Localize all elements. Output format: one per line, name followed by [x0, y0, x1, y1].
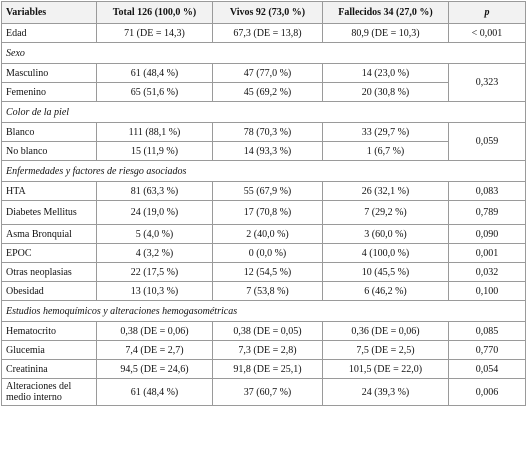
p-value-cell: 0,085 — [449, 322, 526, 341]
p-value-cell: 0,006 — [449, 379, 526, 406]
total-cell: 4 (3,2 %) — [97, 244, 213, 263]
header-p-value: p — [449, 2, 526, 24]
table-row — [2, 244, 526, 263]
variable-cell: Creatinina — [2, 360, 97, 379]
variable-cell: Alteraciones del medio interno — [2, 379, 97, 406]
p-value-cell: 0,001 — [449, 244, 526, 263]
fallecidos-cell: 80,9 (DE = 10,3) — [323, 24, 449, 43]
total-cell: 81 (63,3 %) — [97, 182, 213, 201]
vivos-cell: 67,3 (DE = 13,8) — [213, 24, 323, 43]
fallecidos-cell: 26 (32,1 %) — [323, 182, 449, 201]
vivos-cell: 47 (77,0 %) — [213, 64, 323, 83]
vivos-cell: 12 (54,5 %) — [213, 263, 323, 282]
variable-cell: No blanco — [2, 142, 97, 161]
section-row — [2, 161, 526, 182]
table-row — [2, 64, 526, 83]
table-row — [2, 123, 526, 142]
vivos-cell: 17 (70,8 %) — [213, 201, 323, 225]
fallecidos-cell: 4 (100,0 %) — [323, 244, 449, 263]
fallecidos-cell: 1 (6,7 %) — [323, 142, 449, 161]
total-cell: 5 (4,0 %) — [97, 225, 213, 244]
variable-cell: Blanco — [2, 123, 97, 142]
fallecidos-cell: 24 (39,3 %) — [323, 379, 449, 406]
variable-cell: Hematocrito — [2, 322, 97, 341]
header-vivos: Vivos 92 (73,0 %) — [213, 2, 323, 24]
variable-cell: Glucemia — [2, 341, 97, 360]
vivos-cell: 78 (70,3 %) — [213, 123, 323, 142]
p-value-cell: 0,770 — [449, 341, 526, 360]
fallecidos-cell: 3 (60,0 %) — [323, 225, 449, 244]
total-cell: 13 (10,3 %) — [97, 282, 213, 301]
vivos-cell: 0 (0,0 %) — [213, 244, 323, 263]
total-cell: 65 (51,6 %) — [97, 83, 213, 102]
table-row — [2, 322, 526, 341]
total-cell: 15 (11,9 %) — [97, 142, 213, 161]
fallecidos-cell: 14 (23,0 %) — [323, 64, 449, 83]
table-row — [2, 182, 526, 201]
header-total: Total 126 (100,0 %) — [97, 2, 213, 24]
total-cell: 71 (DE = 14,3) — [97, 24, 213, 43]
fallecidos-cell: 20 (30,8 %) — [323, 83, 449, 102]
table-row — [2, 379, 526, 406]
section-label: Estudios hemoquímicos y alteraciones hemogasométricas — [2, 301, 526, 322]
table-row — [2, 282, 526, 301]
vivos-cell: 91,8 (DE = 25,1) — [213, 360, 323, 379]
p-value-cell: < 0,001 — [449, 24, 526, 43]
variable-cell: HTA — [2, 182, 97, 201]
variable-cell: Femenino — [2, 83, 97, 102]
fallecidos-cell: 33 (29,7 %) — [323, 123, 449, 142]
vivos-cell: 45 (69,2 %) — [213, 83, 323, 102]
fallecidos-cell: 7,5 (DE = 2,5) — [323, 341, 449, 360]
table-row — [2, 263, 526, 282]
fallecidos-cell: 0,36 (DE = 0,06) — [323, 322, 449, 341]
total-cell: 22 (17,5 %) — [97, 263, 213, 282]
section-row — [2, 102, 526, 123]
vivos-cell: 7,3 (DE = 2,8) — [213, 341, 323, 360]
section-row — [2, 43, 526, 64]
total-cell: 7,4 (DE = 2,7) — [97, 341, 213, 360]
total-cell: 111 (88,1 %) — [97, 123, 213, 142]
section-label: Color de la piel — [2, 102, 526, 123]
p-value-cell: 0,054 — [449, 360, 526, 379]
vivos-cell: 55 (67,9 %) — [213, 182, 323, 201]
section-label: Sexo — [2, 43, 526, 64]
table-row — [2, 360, 526, 379]
variable-cell: Asma Bronquial — [2, 225, 97, 244]
header-variables: Variables — [2, 2, 97, 24]
p-value-cell: 0,789 — [449, 201, 526, 225]
p-value-cell: 0,032 — [449, 263, 526, 282]
table-body — [2, 24, 526, 406]
table-header-row — [2, 2, 526, 24]
p-value-cell: 0,323 — [449, 64, 526, 102]
total-cell: 61 (48,4 %) — [97, 379, 213, 406]
table-row — [2, 24, 526, 43]
variable-cell: EPOC — [2, 244, 97, 263]
p-value-cell: 0,083 — [449, 182, 526, 201]
fallecidos-cell: 6 (46,2 %) — [323, 282, 449, 301]
fallecidos-cell: 7 (29,2 %) — [323, 201, 449, 225]
variable-cell: Otras neoplasias — [2, 263, 97, 282]
vivos-cell: 37 (60,7 %) — [213, 379, 323, 406]
header-fallecidos: Fallecidos 34 (27,0 %) — [323, 2, 449, 24]
table-row — [2, 225, 526, 244]
table-row — [2, 201, 526, 225]
vivos-cell: 7 (53,8 %) — [213, 282, 323, 301]
clinical-data-table — [1, 1, 526, 406]
table-row — [2, 83, 526, 102]
total-cell: 61 (48,4 %) — [97, 64, 213, 83]
table-row — [2, 341, 526, 360]
section-label: Enfermedades y factores de riesgo asociados — [2, 161, 526, 182]
section-row — [2, 301, 526, 322]
fallecidos-cell: 101,5 (DE = 22,0) — [323, 360, 449, 379]
total-cell: 0,38 (DE = 0,06) — [97, 322, 213, 341]
variable-cell: Obesidad — [2, 282, 97, 301]
p-value-cell: 0,100 — [449, 282, 526, 301]
variable-cell: Masculino — [2, 64, 97, 83]
total-cell: 94,5 (DE = 24,6) — [97, 360, 213, 379]
vivos-cell: 14 (93,3 %) — [213, 142, 323, 161]
fallecidos-cell: 10 (45,5 %) — [323, 263, 449, 282]
total-cell: 24 (19,0 %) — [97, 201, 213, 225]
p-value-cell: 0,059 — [449, 123, 526, 161]
vivos-cell: 0,38 (DE = 0,05) — [213, 322, 323, 341]
variable-cell: Diabetes Mellitus — [2, 201, 97, 225]
p-value-cell: 0,090 — [449, 225, 526, 244]
vivos-cell: 2 (40,0 %) — [213, 225, 323, 244]
table-row — [2, 142, 526, 161]
variable-cell: Edad — [2, 24, 97, 43]
